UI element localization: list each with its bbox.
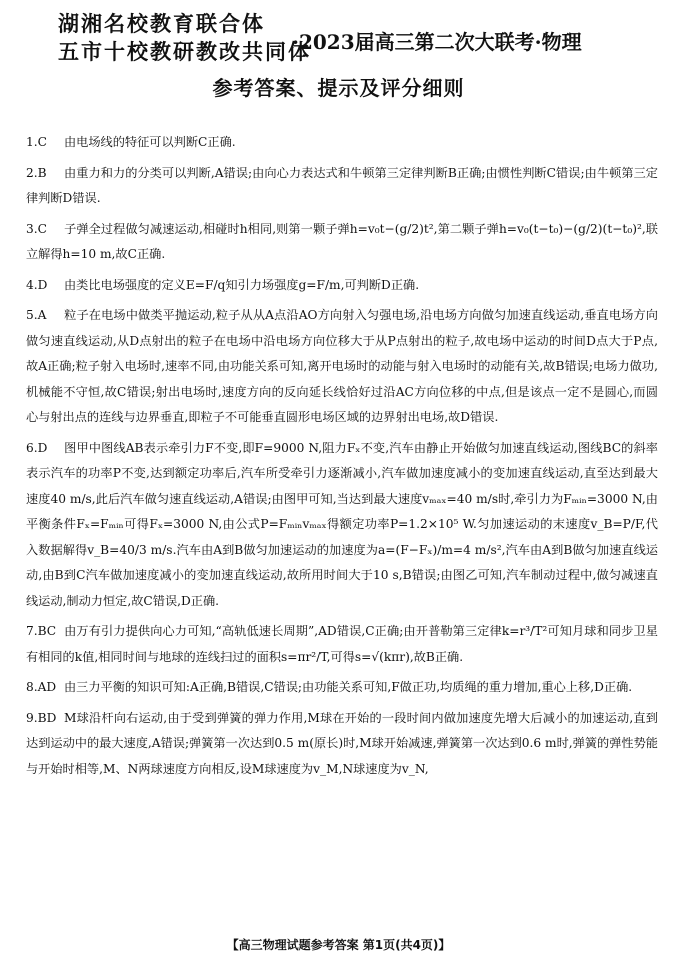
answer-item <box>26 706 658 783</box>
org-name-line2: 五市十校教研教改共同体 <box>58 40 311 64</box>
answer-number: 6.D <box>26 440 48 455</box>
answer-item <box>26 675 658 701</box>
answer-text: 由类比电场强度的定义E=F/q知引力场强度g=F/m,可判断D正确. <box>64 277 420 292</box>
answer-item <box>26 436 658 615</box>
answer-number: 4.D <box>26 277 48 292</box>
answer-number: 8.AD <box>26 680 57 694</box>
answer-text: 粒子在电场中做类平抛运动,粒子从从A点沿AO方向射入匀强电场,沿电场方向做匀加速直线运动,垂直电场方向做匀速直线运动,从D点射出的粒子在电场中沿电场方向位移大于从P点射出的粒子,故电场中运动的时间D点大于P点,故A正确;粒子射入电场时,速率不同,由功能关系可知,离开电场时的动能与射入电场时的动能有关,故B错误;电场力做功,机械能不守恒,故C错误;射出电场时,速度方向的反向延长线恰好过沿AC方向位移的中点,但是该点一定不是圆心,而圆心与射出点的连线与边界垂直,即粒子不可能垂直圆形电场区域的边界射出电场,故D错误. <box>26 308 658 424</box>
answer-item <box>26 217 658 268</box>
exam-title: ·2023届高三第二次大联考·物理 <box>292 30 582 54</box>
answer-item <box>26 161 658 212</box>
org-name-line1: 湖湘名校教育联合体 <box>58 12 265 36</box>
answer-item <box>26 273 658 299</box>
answer-list <box>26 130 658 787</box>
answer-text: 由三力平衡的知识可知:A正确,B错误,C错误;由功能关系可知,F做正功,均质绳的重力增加,重心上移,D正确. <box>64 680 633 694</box>
page-header <box>0 0 677 110</box>
answer-text: 由电场线的特征可以判断C正确. <box>64 135 236 149</box>
answer-item <box>26 130 658 156</box>
answer-number: 3.C <box>26 221 47 236</box>
answer-text: 图甲中图线AB表示牵引力F不变,即F=9000 N,阻力Fₓ不变,汽车由静止开始做匀加速直线运动,图线BC的斜率表示汽车的功率P不变,达到额定功率后,汽车所受牵引力逐渐减小,汽车做加速度减小的变加速直线运动,直至达到最大速度40 m/s,此后汽车做匀速直线运动,A错误;由图甲可知,当达到最大速度vₘₐₓ=40 m/s时,牵引力为Fₘᵢₙ=3000 N,由平衡条件Fₓ=Fₘᵢₙ可得Fₓ=3000 N,由公式P=Fₘᵢₙvₘₐₓ得额定功率P=1.2×10⁵ W.匀加速运动的末速度v_B=P/F,代入数据解得v_B=40/3 m/s.汽车由A到B做匀加速运动的加速度为a=(F−Fₓ)/m=4 m/s²,汽车由A到B做匀加速直线运动,由B到C汽车做加速度减小的变加速直线运动,故所用时间大于10 s,B错误;由图乙可知,汽车制动过程中,做匀减速直线运动,制动力恒定,故C错误,D正确. <box>26 440 658 608</box>
answer-number: 5.A <box>26 308 47 322</box>
answer-item <box>26 303 658 431</box>
answer-text: 由万有引力提供向心力可知,“高轨低速长周期”,AD错误,C正确;由开普勒第三定律k=r³/T²可知月球和同步卫星有相同的k值,相同时间与地球的连线扫过的面积s=πr²/T,可得s=√(kπr),故B正确. <box>26 624 658 664</box>
answer-number: 7.BC <box>26 624 57 638</box>
page-subtitle: 参考答案、提示及评分细则 <box>212 76 465 100</box>
answer-item <box>26 619 658 670</box>
answer-text: 子弹全过程做匀减速运动,相碰时h相同,则第一颗子弹h=v₀t−(g/2)t²,第二颗子弹h=v₀(t−t₀)−(g/2)(t−t₀)²,联立解得h=10 m,故C正确. <box>26 221 658 261</box>
answer-text: 由重力和力的分类可以判断,A错误;由向心力表达式和牛顿第三定律判断B正确;由惯性判断C错误;由牛顿第三定律判断D错误. <box>26 165 658 205</box>
answer-number: 1.C <box>26 135 47 149</box>
answer-number: 2.B <box>26 165 47 180</box>
answer-number: 9.BD <box>26 710 57 725</box>
answer-text: M球沿杆向右运动,由于受到弹簧的弹力作用,M球在开始的一段时间内做加速度先增大后减小的加速运动,直到达到运动中的最大速度,A错误;弹簧第一次达到0.5 m(原长)时,M球开始减速,弹簧第一次达到0.6 m时,弹簧的弹性势能与开始时相等,M、N两球速度方向相反,设M球速度为v_M,N球速度为v_N, <box>26 710 658 776</box>
page-footer: 【高三物理试题参考答案 第1页(共4页)】 <box>226 938 451 952</box>
